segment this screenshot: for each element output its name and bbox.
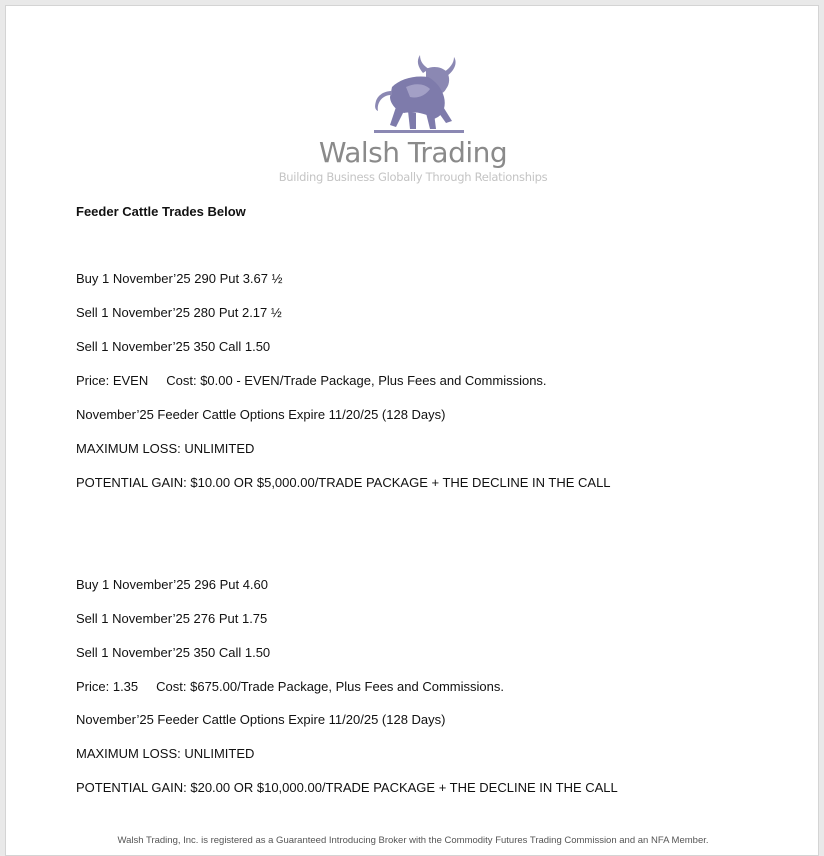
trade2-expire: November’25 Feeder Cattle Options Expire 11/20/25 (128 Days) — [76, 712, 446, 727]
trade2-potential-gain: POTENTIAL GAIN: $20.00 OR $10,000.00/TRADE PACKAGE + THE DECLINE IN THE CALL — [76, 780, 618, 795]
brand-name: Walsh Trading — [318, 136, 508, 169]
document-heading: Feeder Cattle Trades Below — [76, 204, 246, 219]
trade1-price-line — [76, 373, 547, 388]
trade1-leg1: Buy 1 November’25 290 Put 3.67 ½ — [76, 271, 283, 286]
trade1-expire: November’25 Feeder Cattle Options Expire 11/20/25 (128 Days) — [76, 407, 446, 422]
brand-tagline: Building Business Globally Through Relationships — [278, 170, 548, 184]
trade2-max-loss: MAXIMUM LOSS: UNLIMITED — [76, 746, 255, 761]
trade2-leg1: Buy 1 November’25 296 Put 4.60 — [76, 577, 268, 592]
footer-disclaimer: Walsh Trading, Inc. is registered as a Guaranteed Introducing Broker with the Commodity Futures Trading Commission and an NFA Member. — [117, 835, 709, 846]
trade1-leg3: Sell 1 November’25 350 Call 1.50 — [76, 339, 271, 354]
trade2-leg2: Sell 1 November’25 276 Put 1.75 — [76, 611, 268, 626]
trade2-price-line — [76, 679, 504, 694]
trade1-leg2: Sell 1 November’25 280 Put 2.17 ½ — [76, 305, 282, 320]
trade1-cost: Cost: $0.00 - EVEN/Trade Package, Plus Fees and Commissions. — [166, 373, 547, 388]
document-page — [5, 5, 819, 856]
trade2-price: Price: 1.35 — [76, 679, 139, 694]
trade1-price: Price: EVEN — [76, 373, 149, 388]
trade1-potential-gain: POTENTIAL GAIN: $10.00 OR $5,000.00/TRADE PACKAGE + THE DECLINE IN THE CALL — [76, 475, 611, 490]
bull-icon — [366, 53, 466, 135]
trade1-max-loss: MAXIMUM LOSS: UNLIMITED — [76, 441, 255, 456]
trade2-leg3: Sell 1 November’25 350 Call 1.50 — [76, 645, 271, 660]
trade2-cost: Cost: $675.00/Trade Package, Plus Fees and Commissions. — [156, 679, 504, 694]
